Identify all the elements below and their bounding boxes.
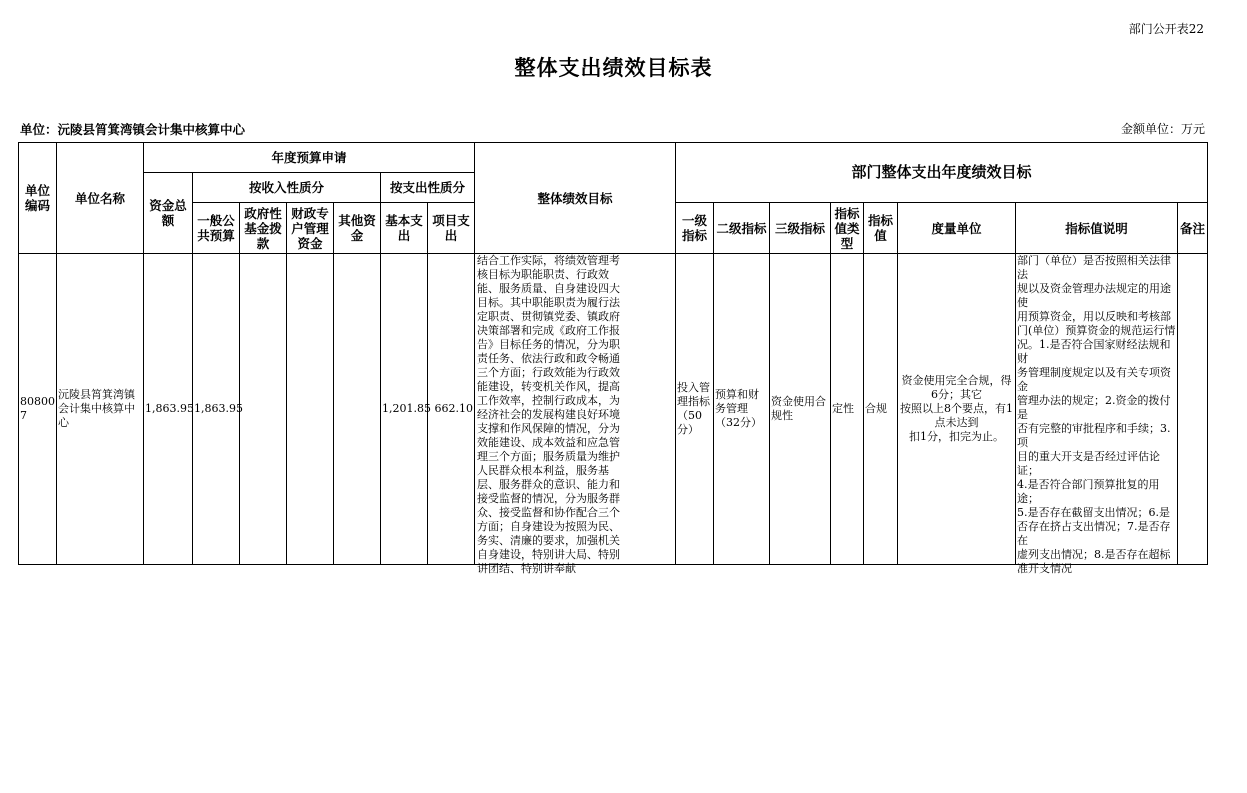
header-dept-goal: 部门整体支出年度绩效目标 (676, 143, 1208, 203)
cell-project-expense: 662.10 (428, 254, 475, 565)
cell-overall-goal (475, 254, 676, 575)
form-code: 部门公开表22 (1128, 22, 1204, 36)
header-overall-goal: 整体绩效目标 (475, 143, 676, 254)
header-special-fund: 财政专户管理资金 (287, 203, 334, 254)
cell-value: 合规 (864, 254, 898, 565)
cell-value-type: 定性 (831, 254, 864, 565)
page-title: 整体支出绩效目标表 (514, 55, 713, 80)
header-by-income: 按收入性质分 (193, 173, 381, 203)
cell-special-fund (287, 254, 334, 565)
cell-gov-fund (240, 254, 287, 565)
cell-total-funds: 1,863.95 (144, 254, 193, 565)
header-level2: 二级指标 (714, 203, 770, 254)
header-basic-expense: 基本支出 (381, 203, 428, 254)
unit-label: 单位：沅陵县筲箕湾镇会计集中核算中心 (20, 122, 246, 137)
header-general-budget: 一般公共预算 (193, 203, 240, 254)
cell-level2: 预算和财务管理（32分） (714, 254, 770, 565)
header-value-type: 指标值类型 (831, 203, 864, 254)
table-row (19, 254, 1208, 565)
amount-unit-label: 金额单位：万元 (1120, 122, 1205, 136)
cell-measure-unit: 资金使用完全合规，得6分；其它 按照以上8个要点，有1点未达到 扣1分，扣完为止。 (898, 254, 1016, 565)
cell-general-budget: 1,863.95 (193, 254, 240, 565)
cell-value-desc (1016, 254, 1178, 575)
header-gov-fund: 政府性基金拨款 (240, 203, 287, 254)
header-value-desc: 指标值说明 (1016, 203, 1178, 254)
cell-remark (1178, 254, 1208, 565)
header-total-funds: 资金总额 (144, 173, 193, 254)
cell-unit-code: 808007 (19, 254, 57, 565)
overall-goal-text: 结合工作实际，将绩效管理考核目标为职能职责、行政效能、服务质量、自身建设四大目标。其中职能职责为履行法定职责、贯彻镇党委、镇政府决策部署和完成《政府工作报告》目标任务的情况，分为职责任务、依法行政和政令畅通三个方面；行政效能为行政效能建设，转变机关作风，提高工作效率，控制行政成本，为经济社会的发展构建良好环境支撑和作风保障的情况，分为效能建设、成本效益和应急管理三个方面；服务质量为维护人民群众根本利益，服务基层、服务群众的意识、能力和接受监督的情况，分为服务群众、接受监督和协作配合三个方面；自身建设为按照为民、务实、清廉的要求，加强机关自身建设，特别讲大局、特别讲团结、特别讲奉献 (477, 254, 621, 575)
header-value: 指标值 (864, 203, 898, 254)
header-unit-name: 单位名称 (57, 143, 144, 254)
cell-level1: 投入管理指标（50分） (676, 254, 714, 565)
header-annual-budget: 年度预算申请 (144, 143, 475, 173)
header-unit-code: 单位编码 (19, 143, 57, 254)
header-project-expense: 项目支出 (428, 203, 475, 254)
header-measure-unit: 度量单位 (898, 203, 1016, 254)
cell-basic-expense: 1,201.85 (381, 254, 428, 565)
performance-goal-table (18, 142, 1208, 575)
header-remark: 备注 (1178, 203, 1208, 254)
value-desc-text: 部门（单位）是否按照相关法律法 规以及资金管理办法规定的用途使 用预算资金，用以反映和考核部门(单位）预算资金的规范运行情 况。1.是否符合国家财经法规和财 务管理制度规定以及有关专项资金 管理办法的规定；2.资金的拨付是 否有完整的审批程序和手续；3.项 目的重大开支是否经过评估论证； 4.是否符合部门预算批复的用途； 5.是否存在截留支出情况；6.是否存在挤占支出情况；7.是否存在 虚列支出情况；8.是否存在超标准开支情况 (1017, 254, 1176, 575)
header-by-expense: 按支出性质分 (381, 173, 475, 203)
cell-unit-name: 沅陵县筲箕湾镇会计集中核算中心 (57, 254, 144, 565)
header-other-funds: 其他资金 (334, 203, 381, 254)
header-level1: 一级指标 (676, 203, 714, 254)
cell-level3: 资金使用合规性 (770, 254, 831, 565)
header-level3: 三级指标 (770, 203, 831, 254)
cell-other-funds (334, 254, 381, 565)
